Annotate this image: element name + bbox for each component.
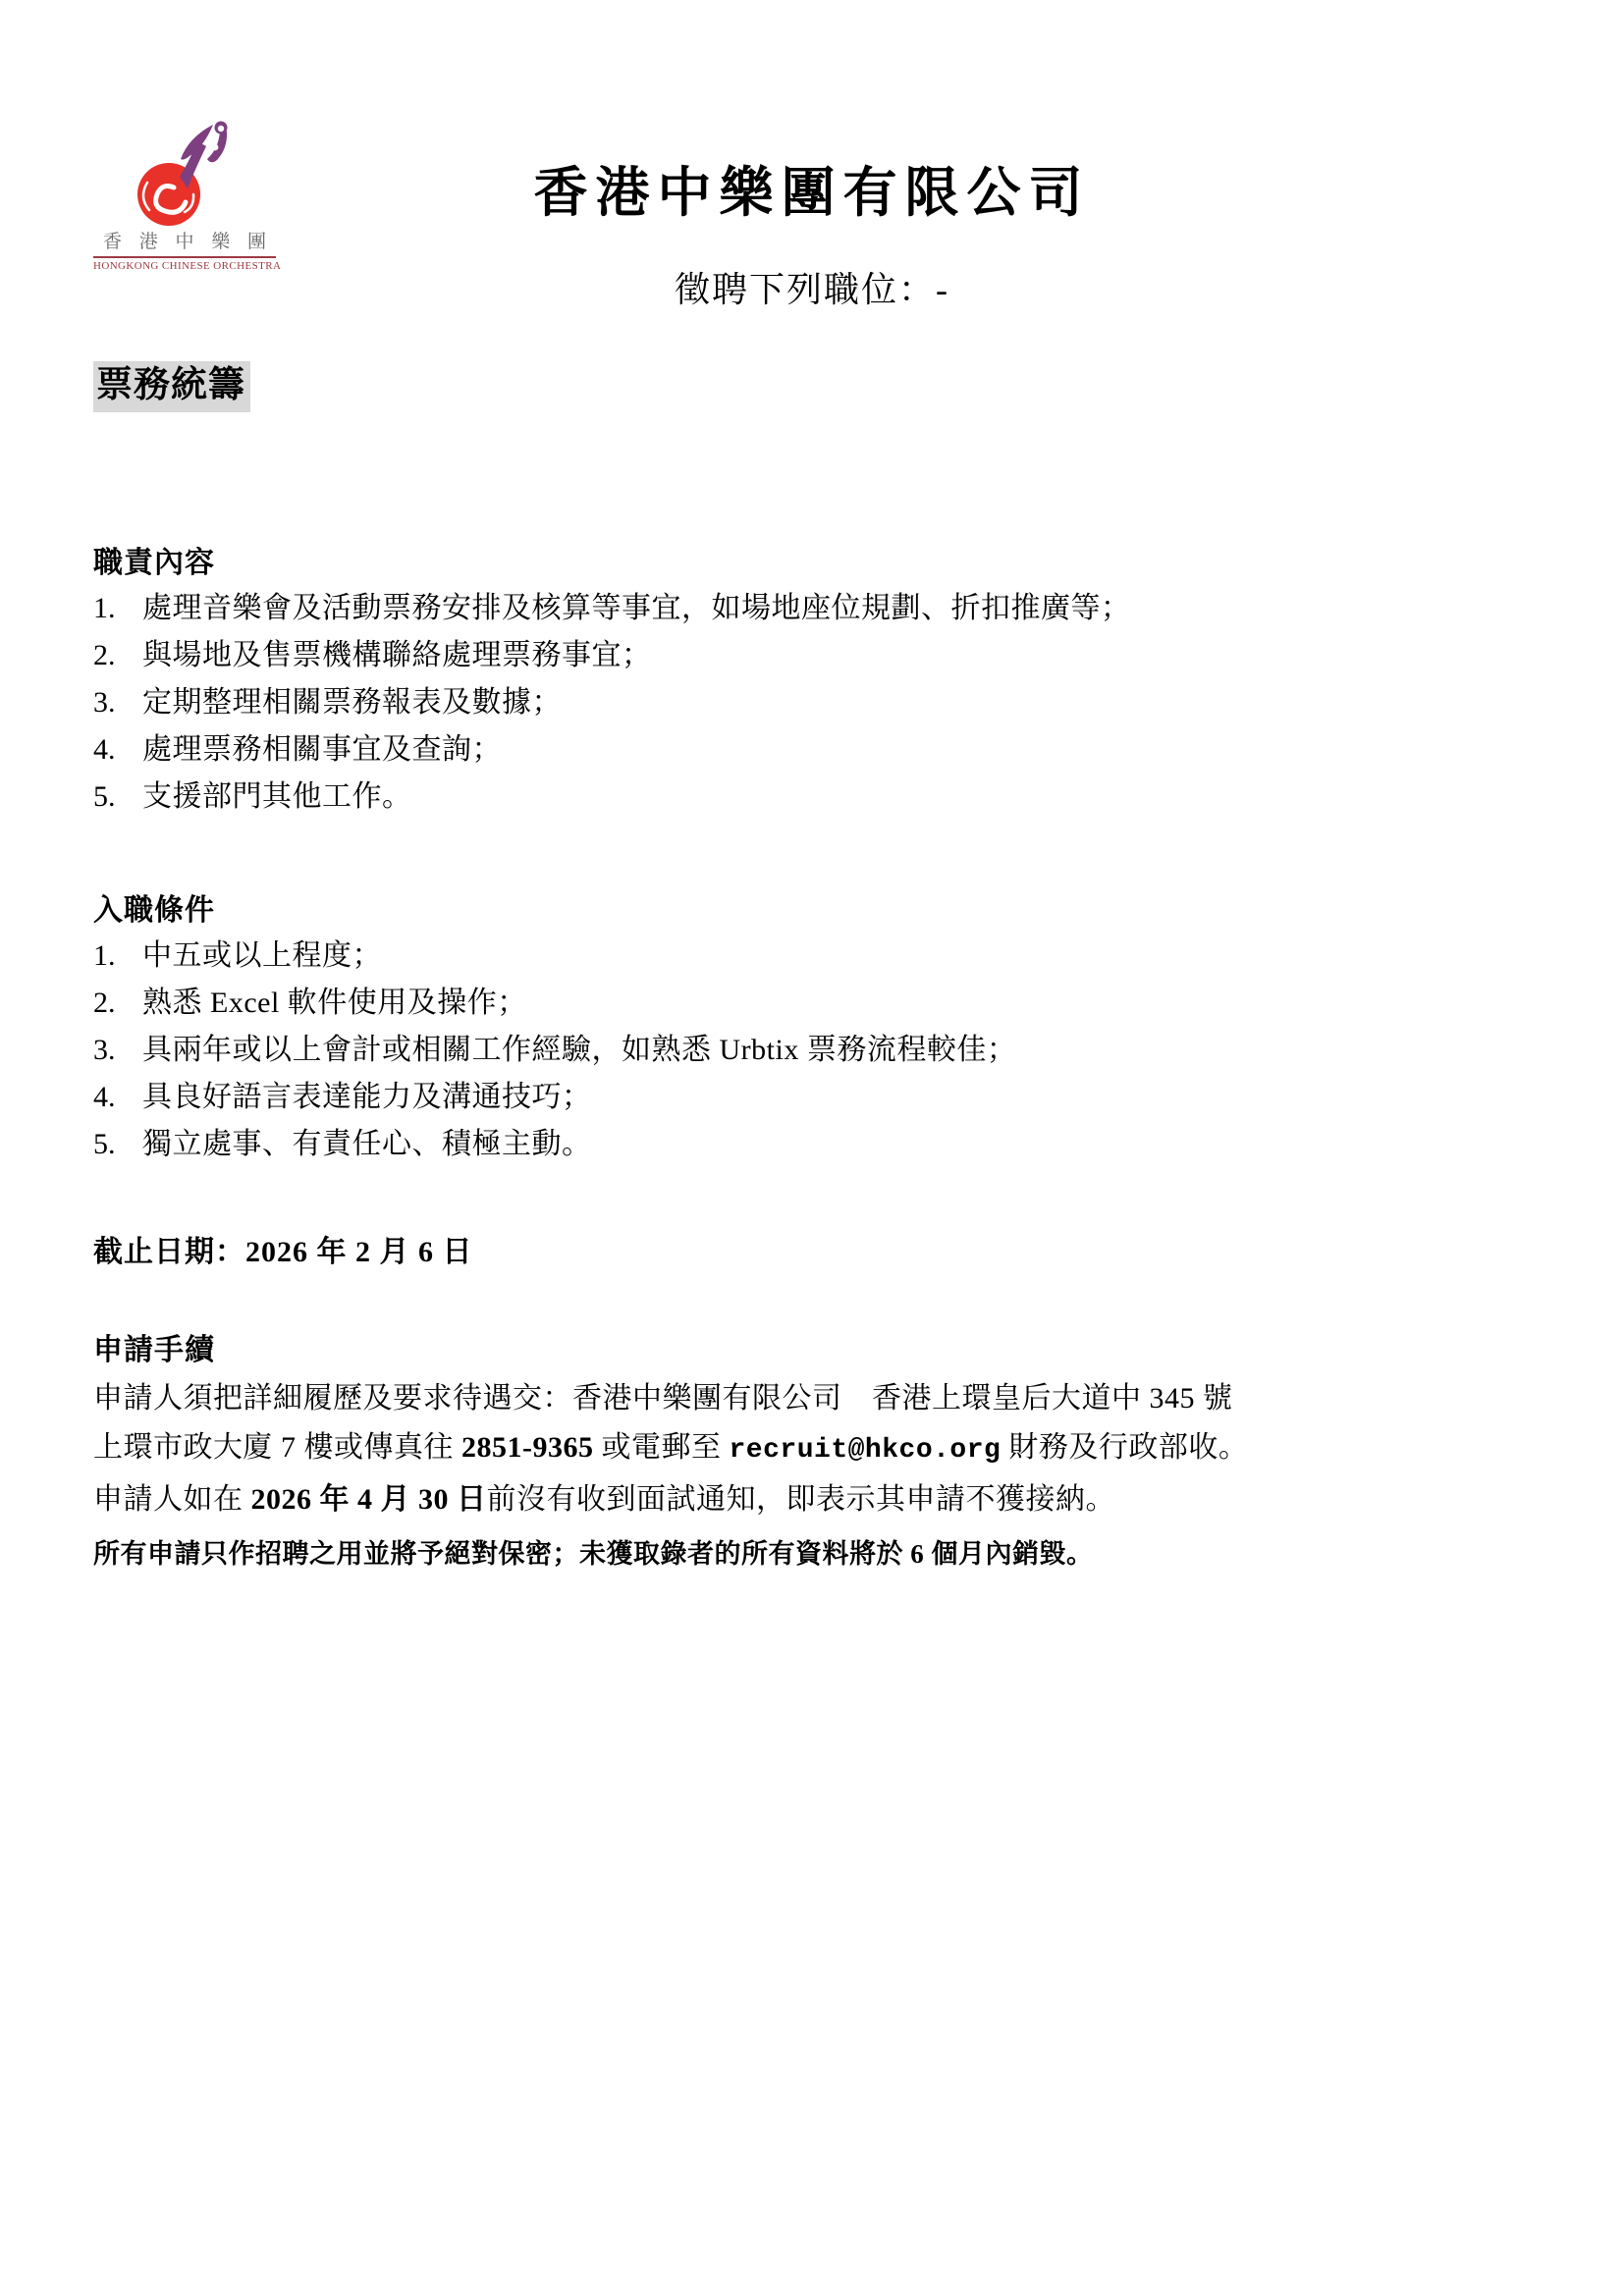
notice-prefix: 申請人如在: [93, 1483, 251, 1516]
list-item: [93, 632, 1365, 679]
logo-chinese-name: 香 港 中 樂 團: [102, 232, 266, 252]
list-item: [93, 1121, 1365, 1168]
list-item: [93, 1074, 1365, 1121]
reply-deadline-date: 2026 年 4 月 30 日: [250, 1483, 487, 1516]
job-title-highlight: 票務統籌: [93, 361, 250, 412]
fax-number: 2851-9365: [461, 1431, 594, 1464]
privacy-note: 所有申請只作招聘之用並將予絕對保密；未獲取錄者的所有資料將於 6 個月內銷毀。: [93, 1539, 1094, 1569]
list-item-number: 2.: [93, 639, 116, 671]
list-item: [93, 679, 1365, 726]
list-item-text: 處理票務相關事宜及查詢；: [142, 733, 502, 766]
list-item: [93, 726, 1365, 774]
list-item-text: 中五或以上程度；: [142, 939, 382, 972]
list-item: [93, 585, 1365, 632]
list-item-number: 1.: [93, 939, 116, 972]
list-item-number: 4.: [93, 1081, 116, 1113]
email-label: 或電郵至: [593, 1431, 730, 1464]
application-paragraph: [93, 1374, 1365, 1524]
list-item-text: 具良好語言表達能力及溝通技巧；: [142, 1081, 592, 1113]
list-item: [93, 980, 1365, 1027]
list-item-number: 5.: [93, 1128, 116, 1160]
notice-suffix: 前沒有收到面試通知，即表示其申請不獲接納。: [486, 1483, 1115, 1516]
list-item-text: 與場地及售票機構聯絡處理票務事宜；: [142, 639, 652, 671]
list-item-number: 4.: [93, 733, 116, 766]
document-body: [93, 542, 1365, 1574]
requirements-heading: 入職條件: [93, 894, 215, 927]
list-item-number: 3.: [93, 1034, 116, 1066]
list-item-number: 1.: [93, 592, 116, 624]
list-item-text: 處理音樂會及活動票務安排及核算等事宜，如場地座位規劃、折扣推廣等；: [142, 592, 1131, 624]
list-item-text: 支援部門其他工作。: [142, 780, 412, 813]
list-item-text: 具兩年或以上會計或相關工作經驗，如熟悉 Urbtix 票務流程較佳；: [142, 1034, 1017, 1066]
list-item: [93, 774, 1365, 821]
application-address-line: 申請人須把詳細履歷及要求待遇交：香港中樂團有限公司 香港上環皇后大道中 345 號: [93, 1382, 1233, 1415]
application-heading: 申請手續: [93, 1334, 215, 1366]
list-item-text: 熟悉 Excel 軟件使用及操作；: [142, 987, 527, 1019]
list-item: [93, 1027, 1365, 1074]
list-item-number: 3.: [93, 686, 116, 719]
logo-english-name: HONGKONG CHINESE ORCHESTRA: [93, 260, 282, 272]
list-item-number: 2.: [93, 987, 116, 1019]
email-address: recruit@hkco.org: [729, 1435, 1001, 1466]
list-item-text: 定期整理相關票務報表及數據；: [142, 686, 562, 719]
company-title: 香港中樂團有限公司: [533, 163, 1091, 223]
duties-heading: 職責內容: [93, 547, 215, 579]
list-item: [93, 933, 1365, 980]
duties-list: [93, 585, 1365, 821]
department-text: 財務及行政部收。: [1001, 1431, 1249, 1464]
requirements-list: [93, 933, 1365, 1168]
list-item-text: 獨立處事、有責任心、積極主動。: [142, 1128, 592, 1160]
recruitment-subtitle: 徵聘下列職位：-: [675, 270, 949, 309]
logo-divider: [93, 256, 276, 258]
application-address-line2: 上環市政大廈 7 樓或傳真往: [93, 1431, 461, 1464]
list-item-number: 5.: [93, 780, 116, 813]
application-deadline: 截止日期：2026 年 2 月 6 日: [93, 1236, 473, 1268]
